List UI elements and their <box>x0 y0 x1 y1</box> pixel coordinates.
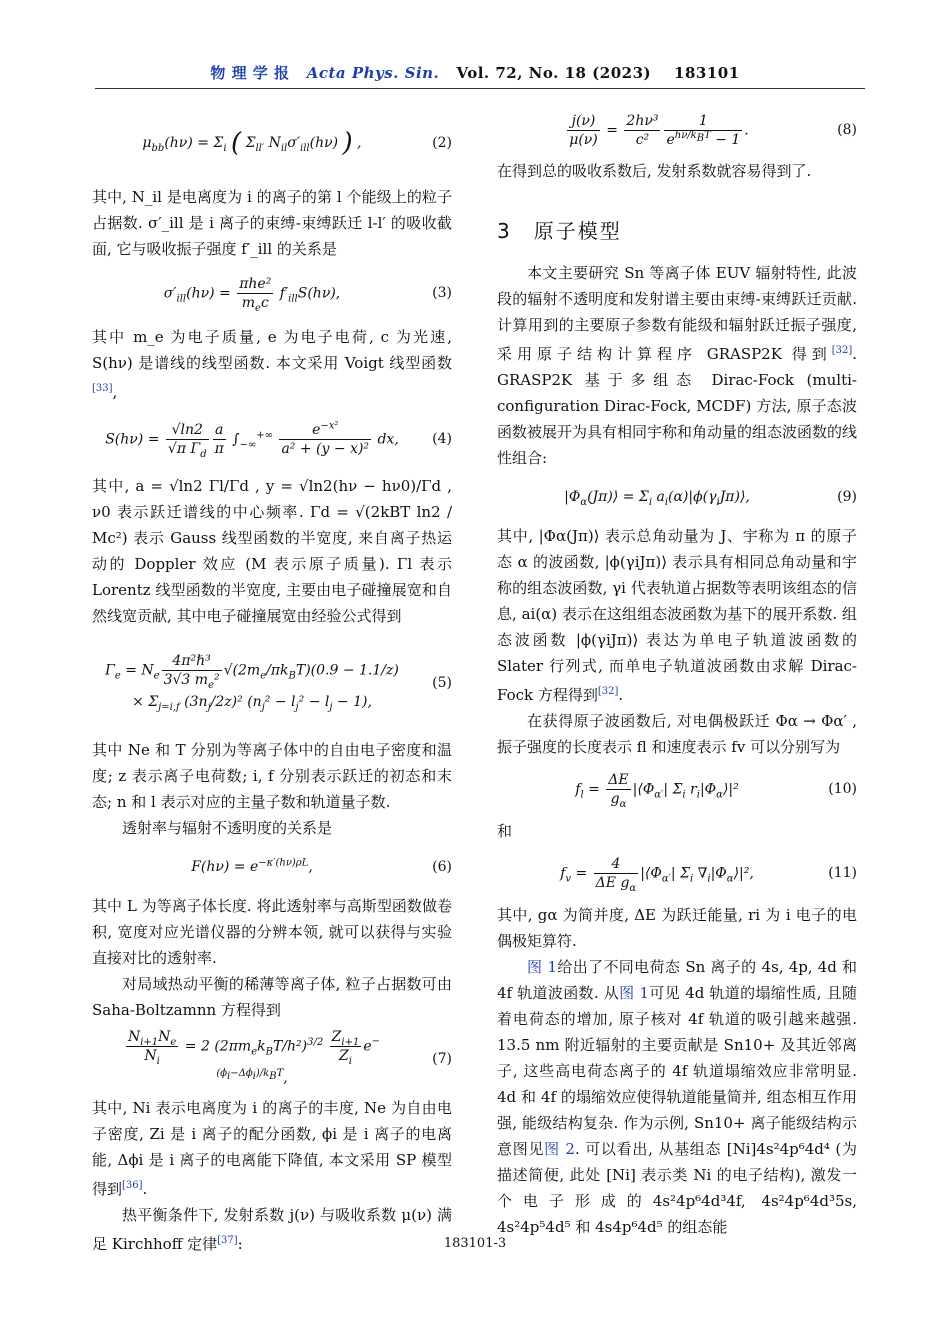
paragraph: 其中 m_e 为电子质量, e 为电子电荷, c 为光速, S(hν) 是谱线的线型函数. 本文采用 Voigt 线型函数[33], <box>92 328 452 401</box>
paragraph: 其中, gα 为简并度, ΔE 为跃迁能量, ri 为 i 电子的电偶极矩算符. <box>497 906 857 950</box>
paragraph: 透射率与辐射不透明度的关系是 <box>122 819 333 837</box>
paragraph: 图 1给出了不同电荷态 Sn 离子的 4s, 4p, 4d 和 4f 轨道波函数. 从图 1可见 4d 轨道的塌缩性质, 且随着电荷态的增加, 原子核对 4f 轨道的吸引越来越强. 13.5 nm 附近辐射的主要贡献是 Sn10+ 及其近邻离子, 这些高电荷态离子的 4f 轨道塌缩效应非常明显. 4d 和 4f 的塌缩效应使得轨道能量简并, 组态相互作用强, 能级结构复杂. 作为示例, Sn10+ 离子能级结构示意图见图 2. 可以看出, 从基组态 [Ni]4s²4p⁶4d⁴ (为描述简便, 此处 [Ni] 表示类 Ni 的电子结构), 激发一个电子形成的4s²4p⁶4d³4f, 4s²4p⁶4d³5s, 4s²4p⁵4d⁵ 和 4s4p⁶4d⁵ 的组态能 <box>497 958 858 1236</box>
left-column <box>92 108 452 1257</box>
paragraph: 在获得原子波函数后, 对电偶极跃迁 Φα → Φα′ , 振子强度的长度表示 fl 和速度表示 fv 可以分别写为 <box>497 712 857 756</box>
citation[interactable]: [32] <box>597 686 619 697</box>
equation-2: $\mu_{bb}(h\nu) = \Sigma_i$ ( $\Sigma_{ll'}$ $N_{il}\sigma'_{ill}(h\nu)$ ) , (2) <box>142 128 452 158</box>
equation-8: $\frac{j(\nu)}{\mu(\nu)}$ = $\frac{\text{2hν³}}{\text{c²}}$ $\frac{1}{e^{h\nu/k_BT} - 1}$ . (8) <box>569 112 857 148</box>
paragraph: 其中, a = √ln2 Γl/Γd , y = √ln2(hν − hν0)/Γd , ν0 表示跃迁谱线的中心频率. Γd = √(2kBT ln2 / Mc²) 表示 Gauss 线型函数的半宽度, 来自离子热运动的 Doppler 效应 (M 表示原子质量). Γl 表示 Lorentz 线型函数的半宽度, 主要由电子碰撞展宽和自然线宽贡献, 其中电子碰撞展宽由经验公式得到 <box>92 477 452 625</box>
journal-header <box>0 62 950 83</box>
header-rule <box>95 88 865 89</box>
equation-6: $F(h\nu) = e^{-\kappa'(h\nu)\rho L}$, (6) <box>191 857 452 875</box>
section-heading: 3 原子模型 <box>497 219 622 243</box>
paragraph: 其中, |Φα(Jπ)⟩ 表示总角动量为 J、宇称为 π 的原子态 α 的波函数, |ϕ(γiJπ)⟩ 表示具有相同总角动量和宇称的组态波函数, γi 代表轨道占据数等表明该组态的信息, ai(α) 表示在这组组态波函数为基下的展开系数. 组态波函数 |ϕ(γiJπ)⟩ 表达为单电子轨道波函数的 Slater 行列式, 而单电子轨道波函数由求解 Dirac-Fock 方程得到[32]. <box>497 527 857 704</box>
volume: Vol. 72, No. 18 (2023) <box>456 64 652 82</box>
equation-3: $\sigma'_{ill}(h\nu)$ = $\frac{\text{πhe²}}{m_ec}$ $f'_{ill}S(h\nu)$, (3) <box>163 275 452 314</box>
figure-link[interactable]: 图 1 <box>619 984 650 1002</box>
figure-link[interactable]: 图 1 <box>527 958 558 976</box>
paragraph: 本文主要研究 Sn 等离子体 EUV 辐射特性, 此波段的辐射不透明度和发射谱主要由束缚-束缚跃迁贡献. 计算用到的主要原子参数有能级和辐射跃迁振子强度, 采用原子结构计算程序 GRASP2K 得到[32]. GRASP2K 基于多组态 Dirac-Fock (multi-configuration Dirac-Fock, MCDF) 方法, 原子态波函数被展开为具有相同宇称和角动量的组态波函数的线性组合: <box>497 264 858 467</box>
citation[interactable]: [36] <box>122 1180 143 1191</box>
citation[interactable]: [37] <box>217 1235 238 1246</box>
paragraph: 其中, N_il 是电离度为 i 的离子的第 l 个能级上的粒子占据数. σ′_ill 是 i 离子的束缚-束缚跃迁 l-l′ 的吸收截面, 它与吸收振子强度 f′_ill 的关系是 <box>92 188 452 258</box>
figure-link[interactable]: 图 2 <box>544 1140 575 1158</box>
equation-11: $f_v$ = $\frac{4}{\Delta E g_\alpha}$ $|⟨\Phi_{\alpha'}|$ $\Sigma_i$ $\nabla_i|\Phi_\alpha⟩|^2$, (11) <box>560 855 857 894</box>
equation-9: $|\Phi_\alpha(J\pi)⟩ = \Sigma_i$ $a_i(\alpha)|\phi(\gamma_iJ\pi)⟩$, (9) <box>564 489 857 508</box>
paragraph: 其中 L 为等离子体长度. 将此透射率与高斯型函数做卷积, 宽度对应光谱仪器的分辨本领, 就可以获得与实验直接对比的透射率. <box>92 897 452 967</box>
citation[interactable]: [32] <box>831 345 853 356</box>
journal-cn: 物 理 学 报 <box>210 64 290 82</box>
equation-5: $\Gamma_e = N_e$ $\frac{\text{4π²ℏ³}}{3√3 m_e^2}$ $√(2m_e/\pi k_BT)(0.9 - 1.1/z)$ × $\Sigma_{j=i,f}$ $(3n_j/2z)^2$ $(n_j^2 - l_j^2 - l_j - 1)$, (5) <box>105 652 452 713</box>
journal-en: Acta Phys. Sin. <box>306 64 440 82</box>
right-column <box>497 108 857 1240</box>
equation-7: $\frac{N_{i+1}N_e}{N_i}$ = 2 $(2\pi m_ek_BT/h^2)^{3/2}$ $\frac{Z_{i+1}}{Z_i}$ $e^{-(\phi_i-\Delta\phi_i)/k_BT}$, (7) <box>127 1028 452 1086</box>
paragraph: 热平衡条件下, 发射系数 j(ν) 与吸收系数 μ(ν) 满足 Kirchhoff 定律[37]: <box>92 1206 452 1253</box>
equation-10: $f_l$ = $\frac{\Delta E}{g_\alpha}$ $|⟨\Phi_{\alpha'}|$ $\Sigma_i$ $r_i|\Phi_\alpha⟩|^2$ (10) <box>575 771 857 810</box>
paragraph: 其中 Ne 和 T 分别为等离子体中的自由电子密度和温度; z 表示离子电荷数; i, f 分别表示跃迁的初态和末态; n 和 l 表示对应的主量子数和轨道量子数. <box>92 741 452 811</box>
and-text: 和 <box>497 822 513 840</box>
paragraph: 对局域热动平衡的稀薄等离子体, 粒子占据数可由 Saha-Boltzamnn 方程得到 <box>92 975 452 1019</box>
paragraph: 其中, Ni 表示电离度为 i 的离子的丰度, Ne 为自由电子密度, Zi 是 i 离子的配分函数, ϕi 是 i 离子的电离能, Δϕi 是 i 离子的电离能下降值, 本文采用 SP 模型得到[36]. <box>92 1099 452 1198</box>
paragraph: 在得到总的吸收系数后, 发射系数就容易得到了. <box>497 162 812 180</box>
page-number: 183101-3 <box>443 1236 507 1251</box>
article-number: 183101 <box>674 64 740 82</box>
citation[interactable]: [33] <box>92 383 113 394</box>
equation-4: S(hν) = $\frac{√\ln 2}{√\pi \Gamma_d}$ $\frac{a}{\pi}$ $\int_{-\infty}^{+\infty}$ $\frac{e^{-x^2}}{\text{a² + (y − x)²}}$ dx, (4) <box>105 419 452 460</box>
